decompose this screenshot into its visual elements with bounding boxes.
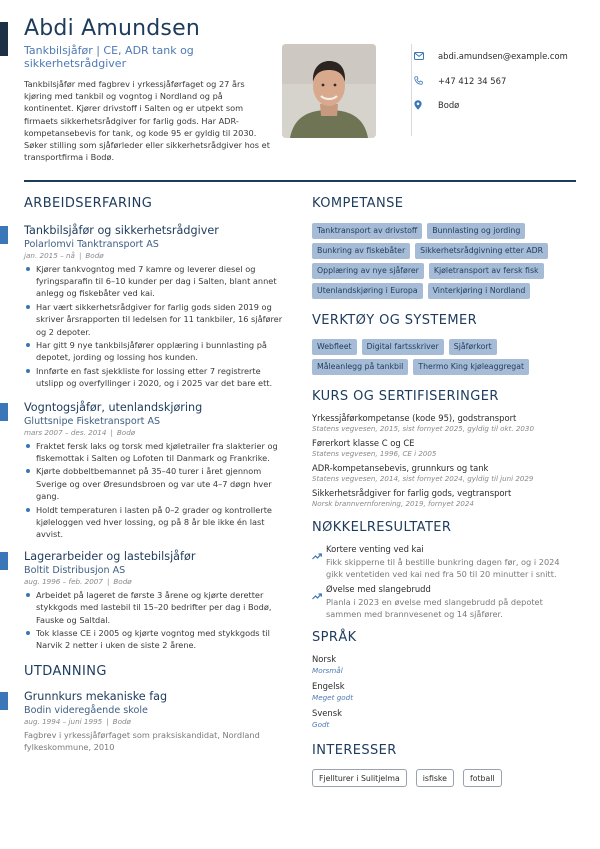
cert-name: Sikkerhetsrådgiver for farlig gods, vegtransport <box>312 488 512 498</box>
job-title: Tankbilsjåfør og sikkerhetsrådgiver <box>24 224 219 237</box>
cert-name: Yrkessjåførkompetanse (kode 95), godstransport <box>312 413 517 423</box>
header-divider <box>24 180 576 182</box>
education-title: Grunnkurs mekaniske fag <box>24 689 168 703</box>
resume-header <box>24 16 574 176</box>
job-title: Vogntogsjåfør, utenlandskjøring <box>24 400 203 414</box>
cert-meta: Statens vegvesen, 2015, sist fornyet 2025, gyldig til okt. 2030 <box>312 424 534 433</box>
job-bullet: Fraktet fersk laks og torsk med kjøletrailer fra slakterier og fiskemottak i Salten og Lofoten til Danmark og Frankrike. <box>24 440 284 464</box>
language-level: Meget godt <box>312 693 354 702</box>
education-meta: aug. 1994 – juni 1995 | Bodø <box>24 716 131 726</box>
tool-tag: Sjåførkort <box>449 339 497 355</box>
job-company: Polarlomvi Tanktransport AS <box>24 239 159 250</box>
skill-tag: Kjøletransport av fersk fisk <box>429 263 544 279</box>
job-entry <box>24 224 284 390</box>
cert-meta: Statens vegvesen, 2014, sist fornyet 2024, gyldig til juni 2029 <box>312 474 534 483</box>
skill-tag: Vinterkjøring i Nordland <box>428 283 531 299</box>
tool-tag: Webfleet <box>312 339 357 355</box>
language-level: Godt <box>312 720 330 729</box>
left-column <box>24 196 284 753</box>
location-pin-icon <box>414 100 438 110</box>
result-item <box>312 544 576 580</box>
skills-heading: KOMPETANSE <box>312 196 404 211</box>
language-name: Norsk <box>312 654 337 664</box>
job-title: Lagerarbeider og lastebilsjåfør <box>24 550 196 564</box>
tool-tag: Måleanlegg på tankbil <box>312 359 408 375</box>
cert-name: ADR-kompetansebevis, grunnkurs og tank <box>312 463 489 473</box>
cert-name: Førerkort klasse C og CE <box>312 438 415 448</box>
certs-heading: KURS OG SERTIFISERINGER <box>312 389 499 404</box>
job-bullet: Innførte en fast sjekkliste for lossing etter 7 registrerte utslipp og overfyllinger i 2020, og i 2025 var det bare ett. <box>24 365 284 389</box>
results-heading: NØKKELRESULTATER <box>312 520 452 535</box>
result-item <box>312 584 576 620</box>
trend-up-icon <box>312 545 322 564</box>
education-school: Bodin videregående skole <box>24 704 148 716</box>
skill-tag: Opplæring av nye sjåfører <box>312 263 424 279</box>
job-marker <box>0 403 8 421</box>
interest-chip: fotball <box>463 769 502 787</box>
education-location: Bodø <box>112 716 131 726</box>
interest-chip: Fjellturer i Sulitjelma <box>312 769 407 787</box>
job-bullet: Kjørte dobbeltbemannet på 35–40 turer i året gjennom Sverige og over Øresundsbroen og var ute 4–7 døgn hver gang. <box>24 465 284 502</box>
result-title: Kortere venting ved kai <box>326 544 424 554</box>
result-title: Øvelse med slangebrudd <box>326 584 431 594</box>
job-location: Bodø <box>113 577 132 587</box>
job-marker <box>0 226 8 244</box>
cert-item <box>312 488 576 510</box>
results-list <box>312 544 576 620</box>
job-bullets <box>24 589 284 652</box>
right-column <box>312 196 576 787</box>
email-text: abdi.amundsen@example.com <box>438 51 568 62</box>
language-name: Engelsk <box>312 681 345 691</box>
interests-heading: INTERESSER <box>312 743 397 758</box>
job-bullet: Har vært sikkerhetsrådgiver for farlig gods siden 2019 og skriver årsrapporten til ledelsen for 11 tankbiler, 16 sjåfører og 2 depoter. <box>24 301 284 338</box>
skill-tag: Sikkerhetsrådgivning etter ADR <box>415 243 548 259</box>
education-description: Fagbrev i yrkessjåførfaget som praksiskandidat, Nordland fylkeskommune, 2010 <box>24 729 260 752</box>
job-marker <box>0 552 8 570</box>
location-text: Bodø <box>438 100 460 111</box>
job-headline: Tankbilsjåfør | CE, ADR tank og sikkerhetsrådgiver <box>24 44 194 70</box>
profile-summary: Tankbilsjåfør med fagbrev i yrkessjåførfaget og 27 års kjøring med tankbil og vogntog i Nordland og på kontinentet. Kjører drivstoff i Salten og er utpekt som firmaets sikkerhetsrådgiver for farlig gods. Har ADR-kompetansebevis for tank, og kode 95 er gyldig til 2030. Søker stilling som sjåførleder eller sikkerhetsrådgiver hos et transportfirma i Bodø. <box>24 79 270 163</box>
job-entry <box>24 550 284 652</box>
language-item <box>312 654 576 677</box>
result-description: Fikk skipperne til å bestille bunkring dagen før, og i 2024 gikk ventetiden ved kai ned fra 50 til 20 minutter i snitt. <box>326 557 560 579</box>
language-item <box>312 681 576 704</box>
experience-heading: ARBEIDSERFARING <box>24 196 153 211</box>
header-accent-bar <box>0 22 8 56</box>
job-bullets <box>24 440 284 541</box>
job-bullet: Har gitt 9 nye tankbilsjåfører opplæring i bunnlasting på depotet, jording og lossing hos kunden. <box>24 339 284 363</box>
job-bullet: Holdt temperaturen i lasten på 0–2 grader og kontrollerte kjøleloggen ved hver lossing, og på 8 år ble ikke én last avvist. <box>24 504 284 541</box>
cert-meta: Statens vegvesen, 1996, CE i 2005 <box>312 449 437 458</box>
languages-heading: SPRÅK <box>312 630 357 645</box>
job-location: Bodø <box>116 427 136 437</box>
skill-tag: Utenlandskjøring i Europa <box>312 283 423 299</box>
job-dates: mars 2007 – des. 2014 <box>24 427 107 437</box>
education-marker <box>0 692 8 710</box>
job-dates: jan. 2015 – nå <box>24 251 75 260</box>
cert-item <box>312 463 576 485</box>
job-entry <box>24 401 284 541</box>
skill-tag: Bunnlasting og jording <box>427 223 525 239</box>
languages-list <box>312 654 576 731</box>
person-name: Abdi Amundsen <box>24 16 200 41</box>
interests-list <box>312 769 576 787</box>
job-bullet: Kjører tankvogntog med 7 kamre og leverer diesel og fyringsparafin til 6–10 kunder per dag i Salten, blant annet anlegg og fiskebåter ved kai. <box>24 263 284 300</box>
job-company: Boltit Distribusjon AS <box>24 565 126 577</box>
job-bullet: Tok klasse CE i 2005 og kjørte vogntog med stykkgods til Narvik 2 netter i uken de siste 2 årene. <box>24 627 284 651</box>
language-item <box>312 708 576 731</box>
skill-tag: Bunkring av fiskebåter <box>312 243 410 259</box>
contact-location <box>414 93 584 118</box>
job-dates: aug. 1996 – feb. 2007 <box>24 577 103 587</box>
contact-phone[interactable] <box>414 69 584 94</box>
job-meta: mars 2007 – des. 2014 | Bodø <box>24 427 136 437</box>
tool-tag: Thermo King kjøleaggregat <box>413 359 529 375</box>
tool-tag: Digital fartsskriver <box>362 339 444 355</box>
interest-chip: isfiske <box>416 769 454 787</box>
job-bullets <box>24 263 284 390</box>
contact-block <box>414 44 584 118</box>
education-entry <box>24 690 284 753</box>
language-name: Svensk <box>312 708 342 718</box>
certs-list <box>312 413 576 510</box>
cert-meta: Norsk brannvernforening, 2019, fornyet 2024 <box>312 499 474 508</box>
cert-item <box>312 413 576 435</box>
trend-up-icon <box>312 585 322 604</box>
job-meta: jan. 2015 – nå | Bodø <box>24 251 104 260</box>
language-level: Morsmål <box>312 666 343 675</box>
phone-text: +47 412 34 567 <box>438 75 507 86</box>
job-meta: aug. 1996 – feb. 2007 | Bodø <box>24 577 132 587</box>
result-description: Planla i 2023 en øvelse med slangebrudd på depotet sammen med brannvesenet og 14 sjåfører. <box>326 597 543 619</box>
tools-heading: VERKTØY OG SYSTEMER <box>312 313 478 328</box>
contact-divider <box>411 44 412 136</box>
profile-photo <box>282 44 376 138</box>
contact-email[interactable] <box>414 44 584 69</box>
job-location: Bodø <box>85 251 104 260</box>
job-company: Gluttsnipe Fisketransport AS <box>24 415 161 427</box>
skills-tags <box>312 223 562 299</box>
mail-icon <box>414 52 438 60</box>
education-dates: aug. 1994 – juni 1995 <box>24 716 103 726</box>
cert-item <box>312 438 576 460</box>
phone-icon <box>414 76 438 85</box>
tools-tags <box>312 339 562 375</box>
education-heading: UTDANNING <box>24 663 107 679</box>
skill-tag: Tanktransport av drivstoff <box>312 223 422 239</box>
job-bullet: Arbeidet på lageret de første 3 årene og kjørte deretter stykkgods med lastebil til 15–20 bedrifter per dag i Bodø, Fauske og Saltdal. <box>24 589 284 626</box>
